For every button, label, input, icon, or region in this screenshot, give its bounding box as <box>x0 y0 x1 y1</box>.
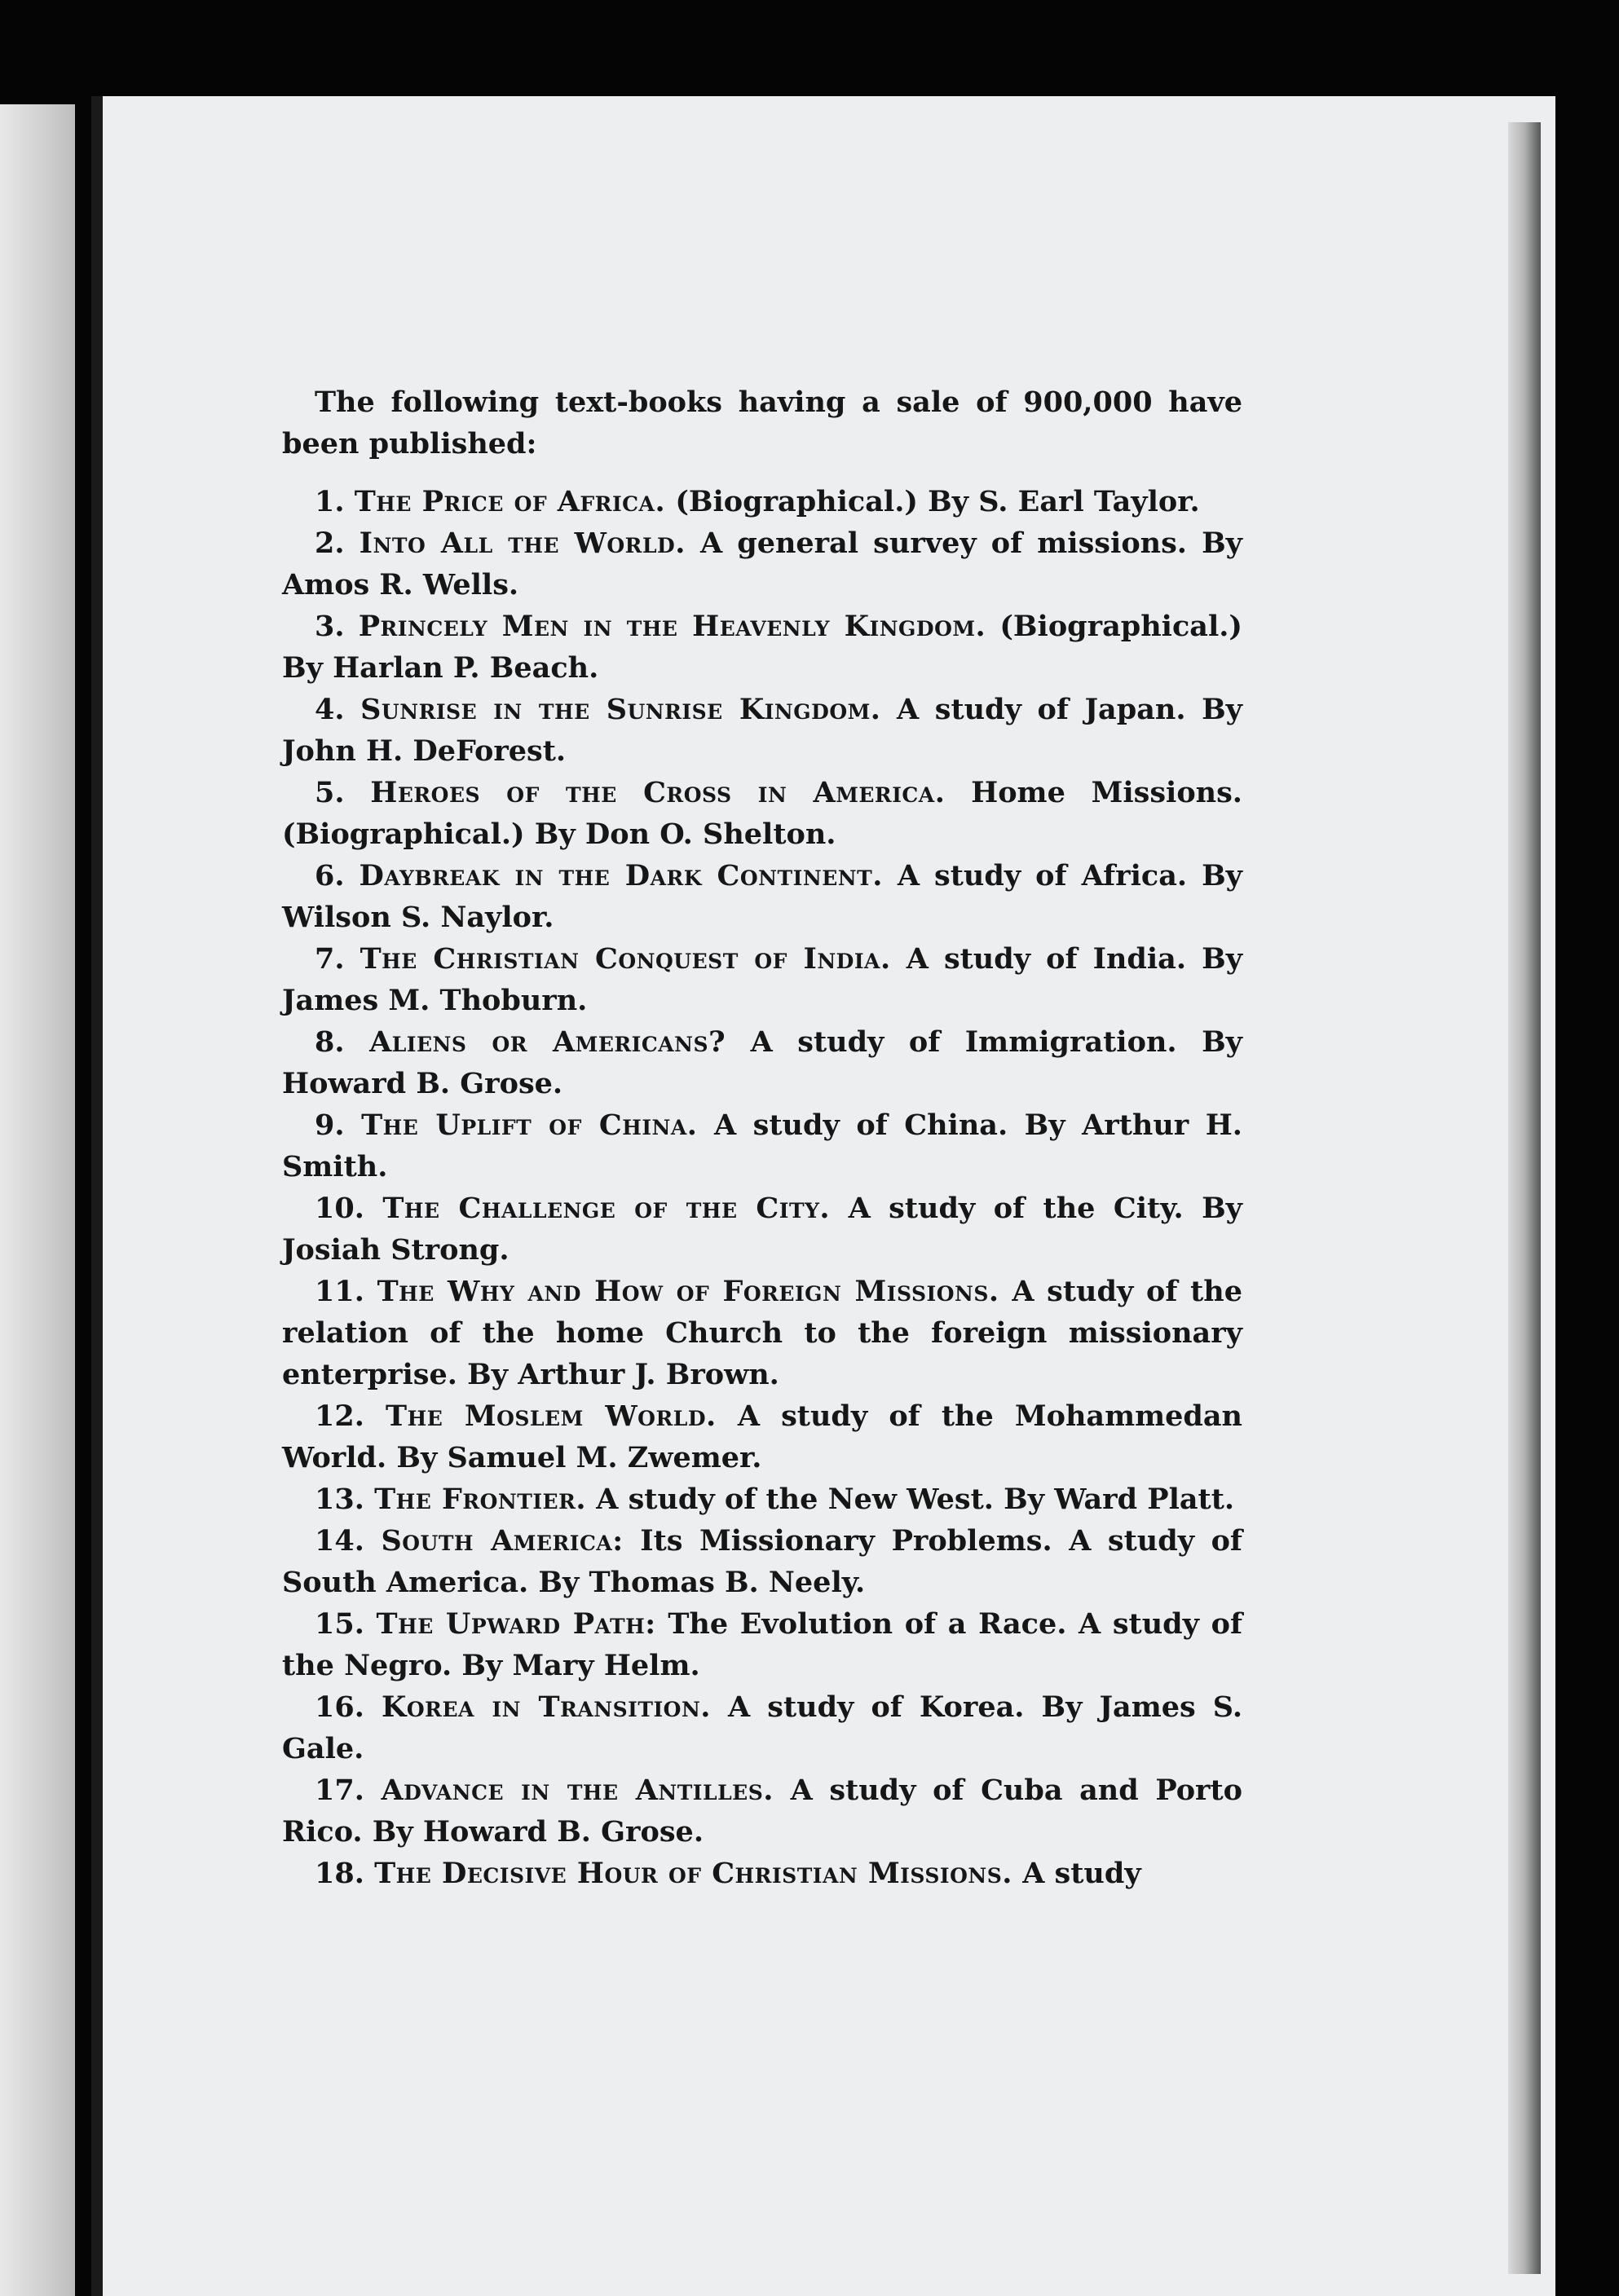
textbook-entry <box>282 1271 1242 1395</box>
entry-number: 8. <box>315 1025 345 1059</box>
entry-number: 3. <box>315 610 345 643</box>
entry-title: The Frontier. <box>374 1483 587 1516</box>
entry-number: 18. <box>315 1857 364 1890</box>
entry-title: The Price of Africa. <box>354 485 666 518</box>
textbook-entry <box>282 1686 1242 1769</box>
textbook-entry <box>282 938 1242 1021</box>
textbook-entry <box>282 689 1242 772</box>
entry-description: A study of India. By James M. Thoburn. <box>282 942 1243 1017</box>
entry-title: The Why and How of Foreign Missions. <box>377 1275 999 1308</box>
textbook-entry <box>282 522 1242 606</box>
entry-description: A study of Immigration. By Howard B. Grose. <box>282 1025 1243 1100</box>
entry-title: Advance in the Antilles. <box>381 1774 774 1807</box>
page-text <box>282 381 1242 1894</box>
textbook-list <box>282 481 1242 1894</box>
entry-description: A study of the Mohammedan World. By Samuel M. Zwemer. <box>282 1399 1243 1474</box>
entry-description: Home Missions. (Biographical.) By Don O. Shelton. <box>282 776 1242 851</box>
entry-number: 2. <box>315 527 345 560</box>
entry-number: 12. <box>315 1399 364 1433</box>
entry-description: A general survey of missions. By Amos R. Wells. <box>282 527 1242 602</box>
entry-title: Daybreak in the Dark Continent. <box>359 859 883 892</box>
entry-title: The Christian Conquest of India. <box>360 942 891 976</box>
entry-title: Heroes of the Cross in America. <box>370 776 946 809</box>
intro-paragraph: The following text-books having a sale of 900,000 have been published: <box>282 386 1242 461</box>
entry-number: 7. <box>315 942 345 976</box>
entry-title: Into All the World. <box>359 527 686 560</box>
page-stack-edge <box>1508 122 1541 2274</box>
entry-description: A study of Korea. By James S. Gale. <box>282 1690 1242 1765</box>
entry-title: The Challenge of the City. <box>382 1192 831 1225</box>
entry-title: Sunrise in the Sunrise Kingdom. <box>360 693 881 726</box>
entry-number: 9. <box>315 1108 345 1142</box>
textbook-entry <box>282 1769 1242 1853</box>
textbook-entry <box>282 1479 1242 1520</box>
textbook-entry <box>282 481 1242 522</box>
entry-description: A study of China. By Arthur H. Smith. <box>282 1108 1242 1183</box>
entry-title: The Moslem World. <box>386 1399 717 1433</box>
entry-title: The Uplift of China. <box>361 1108 698 1142</box>
entry-number: 1. <box>315 485 345 518</box>
textbook-entry <box>282 1395 1242 1479</box>
entry-number: 14. <box>315 1524 364 1558</box>
entry-description: A study of Japan. By John H. DeForest. <box>282 693 1243 768</box>
textbook-entry <box>282 606 1242 689</box>
entry-number: 10. <box>315 1192 364 1225</box>
entry-number: 15. <box>315 1607 364 1641</box>
entry-title: South America: <box>381 1524 624 1558</box>
textbook-entry <box>282 855 1242 938</box>
entry-description: Its Missionary Problems. A study of South America. By Thomas B. Neely. <box>282 1524 1242 1599</box>
entry-description: A study <box>1022 1857 1141 1890</box>
textbook-entry <box>282 1853 1242 1894</box>
textbook-entry <box>282 1603 1242 1686</box>
textbook-entry <box>282 1104 1242 1188</box>
entry-description: The Evolution of a Race. A study of the Negro. By Mary Helm. <box>282 1607 1242 1682</box>
entry-description: A study of the relation of the home Church to the foreign missionary enterprise. By Arthur J. Brown. <box>282 1275 1242 1391</box>
entry-number: 4. <box>315 693 345 726</box>
entry-description: (Biographical.) By S. Earl Taylor. <box>675 485 1200 518</box>
textbook-entry <box>282 1188 1242 1271</box>
entry-title: The Decisive Hour of Christian Missions. <box>374 1857 1012 1890</box>
entry-description: A study of Cuba and Porto Rico. By Howard B. Grose. <box>282 1774 1243 1849</box>
entry-number: 11. <box>315 1275 364 1308</box>
entry-number: 6. <box>315 859 345 892</box>
entry-number: 13. <box>315 1483 364 1516</box>
entry-title: Aliens or Americans? <box>369 1025 726 1059</box>
entry-title: Princely Men in the Heavenly Kingdom. <box>358 610 986 643</box>
entry-description: A study of Africa. By Wilson S. Naylor. <box>282 859 1242 934</box>
textbook-entry <box>282 772 1242 855</box>
entry-title: Korea in Transition. <box>381 1690 711 1724</box>
previous-page-edge <box>0 104 75 2296</box>
entry-description: A study of the City. By Josiah Strong. <box>282 1192 1243 1267</box>
entry-number: 5. <box>315 776 345 809</box>
textbook-entry <box>282 1021 1242 1104</box>
entry-number: 17. <box>315 1774 364 1807</box>
entry-description: (Biographical.) By Harlan P. Beach. <box>282 610 1242 685</box>
entry-number: 16. <box>315 1690 364 1724</box>
entry-description: A study of the New West. By Ward Platt. <box>596 1483 1235 1516</box>
entry-title: The Upward Path: <box>376 1607 656 1641</box>
textbook-entry <box>282 1520 1242 1603</box>
